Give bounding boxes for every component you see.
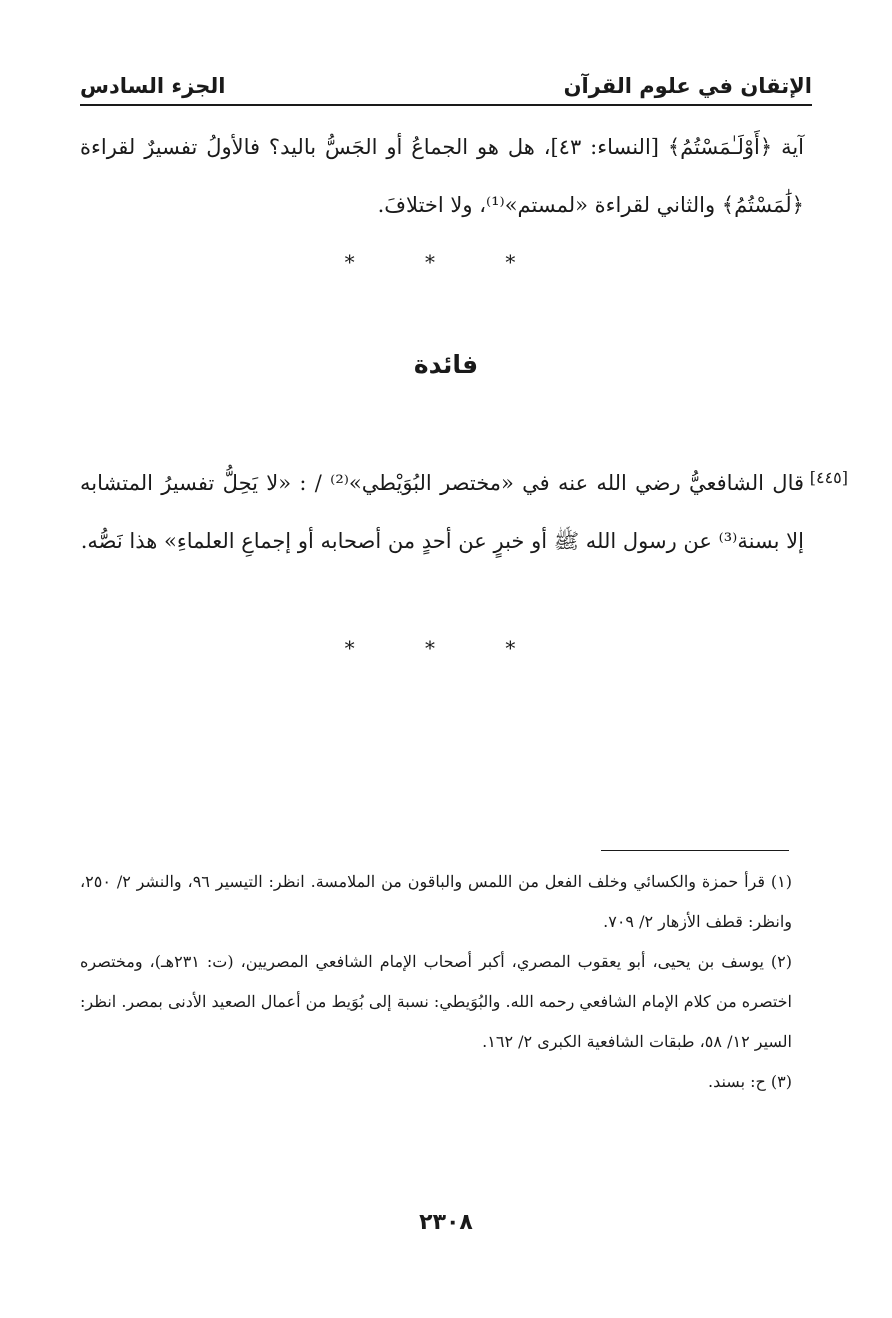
- header-rule: [80, 104, 812, 106]
- separator-stars-2: * * *: [344, 636, 548, 660]
- continuation-paragraph: [80, 118, 804, 234]
- footnote-1: (١) قرأ حمزة والكسائي وخلف الفعل من اللمس والباقون من الملامسة. انظر: التيسير ٩٦، والنشر ٢/ ٢٥٠، وانظر: قطف الأزهار ٢/ ٧٠٩.: [80, 872, 792, 931]
- footnote-rule: [601, 850, 789, 851]
- running-header: [80, 58, 812, 98]
- section-paragraph: [80, 454, 804, 570]
- page-number: ٢٣٠٨: [419, 1210, 473, 1235]
- book-title: الإتقان في علوم القرآن: [563, 74, 812, 98]
- footnotes: [80, 862, 792, 1102]
- section-text: قال الشافعيُّ رضي الله عنه في «مختصر البُوَيْطي»⁽²⁾ / : «لا يَحِلُّ تفسيرُ المتشابه إلا بسنة⁽³⁾ عن رسول الله ﷺ أو خبرٍ عن أحدٍ من أصحابه أو إجماعِ العلماءِ» هذا نَصُّه.: [80, 471, 804, 553]
- volume-label: الجزء السادس: [80, 74, 226, 98]
- separator-stars: * * *: [344, 250, 548, 274]
- footnote-2: (٢) يوسف بن يحيى، أبو يعقوب المصري، أكبر أصحاب الإمام الشافعي المصريين، (ت: ٢٣١هـ)، ومختصره اختصره من كلام الإمام الشافعي رحمه الله. والبُوَيطي: نسبة إلى بُوَيط من أعمال الصعيد الأدنى بمصر. انظر: السير ١٢/ ٥٨، طبقات الشافعية الكبرى ٢/ ١٦٢.: [80, 952, 793, 1051]
- item-number: [٤٤٥]: [809, 468, 848, 487]
- paragraph-text: آية ﴿أَوْلَـٰمَسْتُمُ﴾ [النساء: ٤٣]، هل هو الجماعُ أو الجَسُّ باليد؟ فالأولُ تفسيرٌ لقراءة ﴿لَٰمَسْتُمُ﴾ والثاني لقراءة «لمستم»⁽¹⁾، ولا اختلافَ.: [80, 135, 805, 217]
- footnote-3: (٣) ح: بسند.: [707, 1072, 792, 1091]
- section-title: فائدة: [413, 350, 479, 379]
